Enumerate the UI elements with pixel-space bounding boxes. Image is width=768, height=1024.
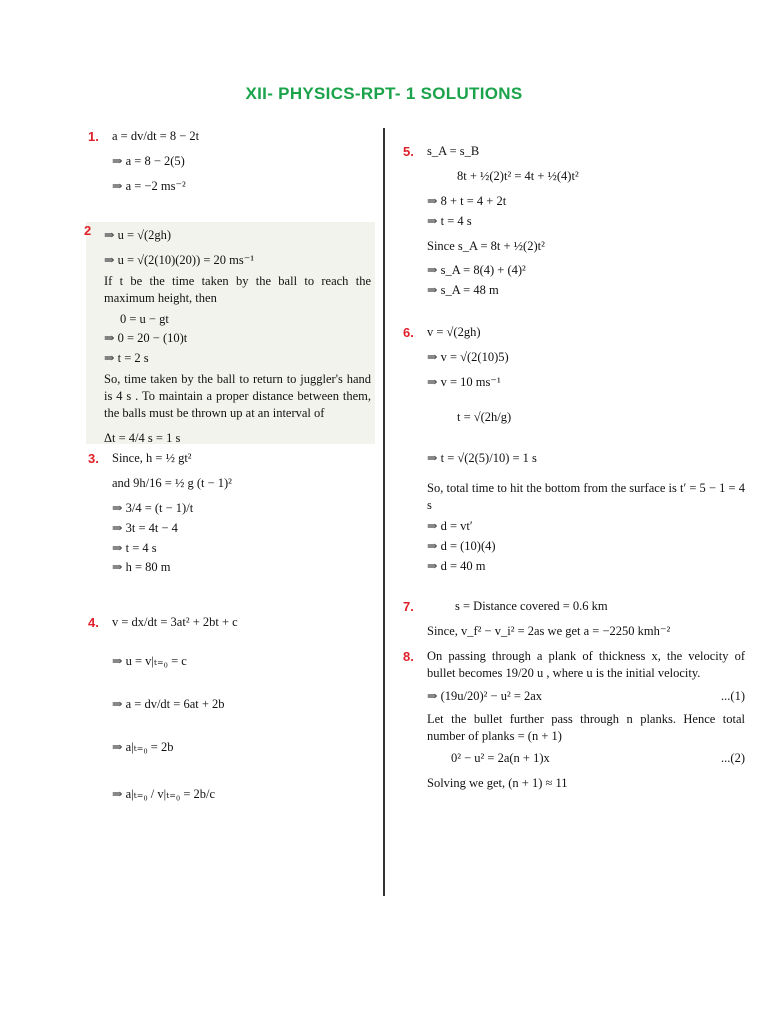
- equation-number: ...(2): [721, 751, 745, 766]
- equation-line: Since s_A = 8t + ½(2)t²: [427, 238, 545, 253]
- equation-line: t = √(2h/g): [457, 409, 512, 424]
- equation-line: ⇒ t = 2 s: [104, 351, 149, 366]
- equation-line: ⇒ d = (10)(4): [427, 539, 496, 553]
- solution-3: [90, 450, 375, 608]
- equation-line: ⇒ v = 10 ms⁻¹: [427, 374, 501, 389]
- column-divider: [383, 128, 385, 896]
- equation-line: ⇒ a = 8 − 2(5): [112, 153, 185, 168]
- equation-line: v = dx/dt = 3at² + 2bt + c: [112, 615, 238, 629]
- solution-2: [86, 222, 375, 444]
- equation-line: 0² − u² = 2a(n + 1)x: [451, 751, 550, 766]
- solution-number: 5.: [403, 144, 414, 159]
- equation-line: Since, h = ½ gt²: [112, 451, 192, 465]
- equation-line: ⇒ t = 4 s: [112, 540, 157, 555]
- equation-line: ⇒ u = √(2(10)(20)) = 20 ms⁻¹: [104, 252, 255, 267]
- solution-number: 2: [84, 223, 92, 238]
- text-paragraph: On passing through a plank of thickness x, the velocity of bullet becomes 19/20 u , where u is the initial velocity.: [427, 649, 745, 680]
- solution-1: [90, 128, 375, 216]
- equation-line: ⇒ u = v|ₜ₌₀ = c: [112, 653, 187, 668]
- equation-line: ⇒ 8 + t = 4 + 2t: [427, 193, 507, 208]
- equation-line: ⇒ h = 80 m: [112, 560, 171, 575]
- equation-line: s_A = s_B: [427, 144, 480, 158]
- solution-number: 1.: [88, 129, 99, 144]
- equation-line: ⇒ u = √(2gh): [104, 228, 172, 242]
- equation-line: ⇒ a|ₜ₌₀ = 2b: [112, 739, 174, 754]
- equation-line: Δt = 4/4 s = 1 s: [104, 430, 181, 445]
- equation-line: ⇒ 3t = 4t − 4: [112, 520, 178, 535]
- equation-line: ⇒ d = vt′: [427, 519, 473, 534]
- equation-line: ⇒ s_A = 48 m: [427, 283, 499, 298]
- solution-6: [405, 324, 745, 592]
- equation-line: ⇒ d = 40 m: [427, 558, 486, 573]
- solution-7: [405, 598, 745, 642]
- equation-line: Solving we get, (n + 1) ≈ 11: [427, 776, 568, 791]
- equation-line: ⇒ 0 = 20 − (10)t: [104, 331, 188, 346]
- solution-8: [405, 648, 745, 792]
- equation-line: v = √(2gh): [427, 325, 481, 339]
- text-paragraph: So, total time to hit the bottom from the surface is t′ = 5 − 1 = 4 s: [427, 481, 745, 513]
- solution-number: 7.: [403, 599, 414, 614]
- equation-line: ⇒ s_A = 8(4) + (4)²: [427, 263, 526, 278]
- equation-line: a = dv/dt = 8 − 2t: [112, 129, 200, 143]
- solution-number: 8.: [403, 649, 414, 664]
- right-column: [405, 140, 745, 798]
- equation-line: ⇒ v = √(2(10)5): [427, 349, 509, 364]
- equation-line: 0 = u − gt: [120, 311, 169, 326]
- equation-number: ...(1): [721, 688, 745, 703]
- equation-line: Since, v_f² − v_i² = 2as we get a = −2250 kmh⁻²: [427, 623, 671, 638]
- equation-line: s = Distance covered = 0.6 km: [455, 599, 608, 613]
- solution-4: [90, 614, 375, 802]
- text-paragraph: So, time taken by the ball to return to juggler's hand is 4 s . To maintain a proper distance between them, the balls must be thrown up at an interval of: [104, 372, 371, 420]
- equation-line: 8t + ½(2)t² = 4t + ½(4)t²: [457, 168, 579, 183]
- text-paragraph: Let the bullet further pass through n planks. Hence total number of planks = (n + 1): [427, 711, 745, 743]
- text-paragraph: If t be the time taken by the ball to reach the maximum height, then: [104, 273, 371, 305]
- equation-line: and 9h/16 = ½ g (t − 1)²: [112, 475, 232, 490]
- left-column: [84, 125, 375, 808]
- numbered-equation: [427, 750, 745, 767]
- solution-5: [405, 143, 745, 318]
- equation-line: ⇒ a = dv/dt = 6at + 2b: [112, 696, 225, 711]
- equation-line: ⇒ a = −2 ms⁻²: [112, 178, 186, 193]
- equation-line: ⇒ t = 4 s: [427, 213, 472, 228]
- equation-line: ⇒ 3/4 = (t − 1)/t: [112, 500, 194, 515]
- page-title: XII- PHYSICS-RPT- 1 SOLUTIONS: [245, 84, 523, 103]
- solution-number: 6.: [403, 325, 414, 340]
- equation-line: ⇒ (19u/20)² − u² = 2ax: [427, 688, 543, 703]
- solution-number: 4.: [88, 615, 99, 630]
- equation-line: ⇒ a|ₜ₌₀ / v|ₜ₌₀ = 2b/c: [112, 786, 216, 801]
- solution-number: 3.: [88, 451, 99, 466]
- equation-line: ⇒ t = √(2(5)/10) = 1 s: [427, 450, 537, 465]
- numbered-equation: [427, 688, 745, 705]
